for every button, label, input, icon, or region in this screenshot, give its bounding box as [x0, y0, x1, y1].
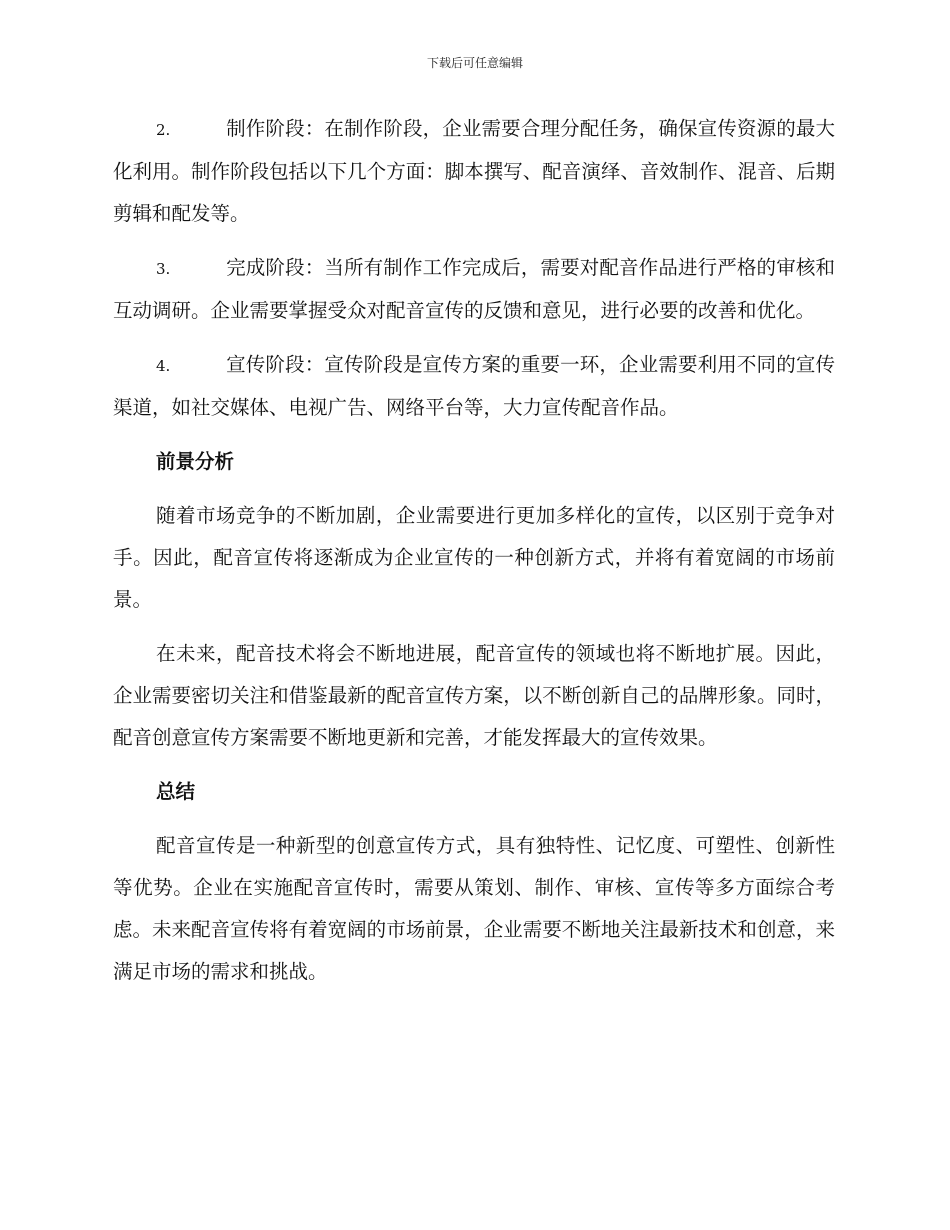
section-heading-summary: 总结 [156, 780, 196, 803]
list-item-number: 2. [156, 121, 171, 139]
list-item-text: 宣传阶段：宣传阶段是宣传方案的重要一环，企业需要利用不同的宣传渠道，如社交媒体、电视广告、网络平台等，大力宣传配音作品。 [113, 353, 835, 419]
document-body [113, 108, 835, 1005]
list-item-number: 4. [156, 357, 171, 375]
paragraph: 在未来，配音技术将会不断地进展，配音宣传的领域也将不断地扩展。因此，企业需要密切关注和借鉴最新的配音宣传方案，以不断创新自己的品牌形象。同时，配音创意宣传方案需要不断地更新和完善，才能发挥最大的宣传效果。 [113, 642, 835, 749]
list-item-text: 完成阶段：当所有制作工作完成后，需要对配音作品进行严格的审核和互动调研。企业需要掌握受众对配音宣传的反馈和意见，进行必要的改善和优化。 [113, 256, 835, 322]
list-item-text: 制作阶段：在制作阶段，企业需要合理分配任务，确保宣传资源的最大化利用。制作阶段包括以下几个方面：脚本撰写、配音演绎、音效制作、混音、后期剪辑和配发等。 [113, 117, 835, 225]
list-item [113, 344, 835, 429]
list-item [113, 108, 835, 235]
list-item-number: 3. [156, 260, 171, 278]
list-item [113, 247, 835, 332]
section-heading-outlook: 前景分析 [156, 450, 235, 473]
page-header: 下载后可任意编辑 [426, 56, 523, 70]
paragraph: 随着市场竞争的不断加剧，企业需要进行更加多样化的宣传，以区别于竞争对手。因此，配音宣传将逐渐成为企业宣传的一种创新方式，并将有着宽阔的市场前景。 [113, 504, 835, 611]
paragraph: 配音宣传是一种新型的创意宣传方式，具有独特性、记忆度、可塑性、创新性等优势。企业在实施配音宣传时，需要从策划、制作、审核、宣传等多方面综合考虑。未来配音宣传将有着宽阔的市场前景，企业需要不断地关注最新技术和创意，来满足市场的需求和挑战。 [113, 834, 835, 983]
